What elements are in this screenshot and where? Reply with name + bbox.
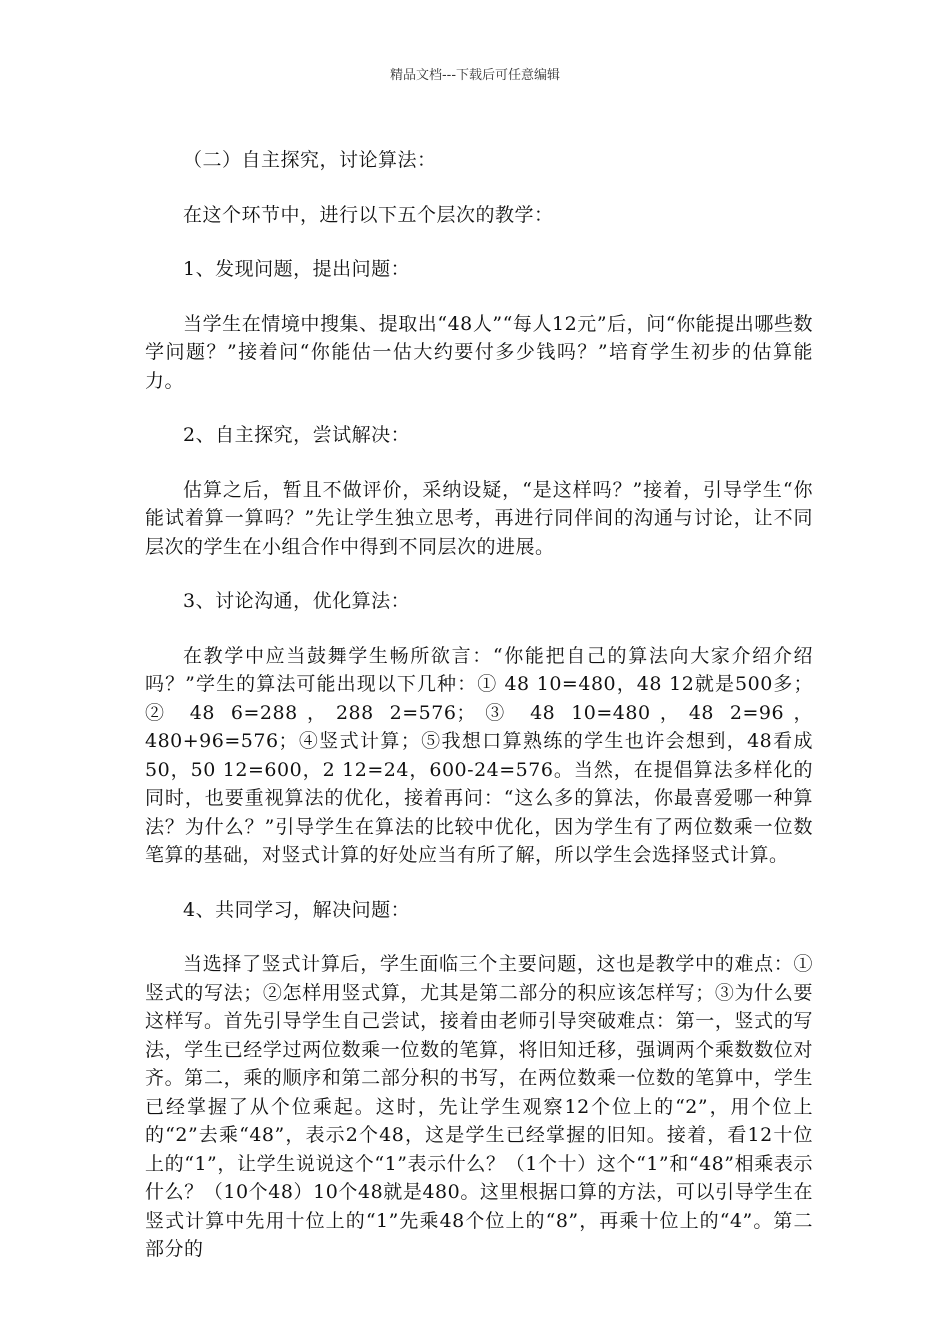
step-heading: 4、共同学习，解决问题： — [183, 898, 411, 921]
step-heading: 3、讨论沟通，优化算法： — [183, 590, 411, 612]
intro-paragraph: 在这个环节中，进行以下五个层次的教学： — [183, 203, 554, 226]
paragraph: 在教学中应当鼓舞学生畅所欲言：“你能把自己的算法向大家介绍介绍吗？”学生的算法可能出现以下几种：① 48 10=480，48 12就是500多；② 48 6=288，288 2=576；③ 48 10=480，48 2=96，480+96=576；④竖式计算；⑤我想口算熟练的学生也许会想到，48看成50，50 12=600，2 12=24，600-24=576。当然，在提倡算法多样化的同时，也要重视算法的优化，接着再问：“这么多的算法，你最喜爱哪一种算法？为什么？”引导学生在算法的比较中优化，因为学生有了两位数乘一位数笔算的基础，对竖式计算的好处应当有所了解，所以学生会选择竖式计算。 — [145, 644, 813, 866]
section-heading: （二）自主探究，讨论算法： — [183, 149, 437, 171]
paragraph: 当学生在情境中搜集、提取出“48人”“每人12元”后，问“你能提出哪些数学问题？”接着问“你能估一估大约要付多少钱吗？”培育学生初步的估算能力。 — [145, 312, 813, 392]
page-header: 精品文档---下载后可任意编辑 — [389, 68, 561, 83]
document-body — [145, 146, 813, 1290]
step-heading: 1、发现问题，提出问题： — [183, 258, 411, 280]
paragraph: 当选择了竖式计算后，学生面临三个主要问题，这也是教学中的难点：①竖式的写法；②怎样用竖式算，尤其是第二部分的积应该怎样写；③为什么要这样写。首先引导学生自己尝试，接着由老师引导突破难点：第一，竖式的写法，学生已经学过两位数乘一位数的笔算，将旧知迁移，强调两个乘数数位对齐。第二，乘的顺序和第二部分积的书写，在两位数乘一位数的笔算中，学生已经掌握了从个位乘起。这时，先让学生观察12个位上的“2”，用个位上的“2”去乘“48”，表示2个48，这是学生已经掌握的旧知。接着，看12十位上的“1”，让学生说说这个“1”表示什么？（1个十）这个“1”和“48”相乘表示什么？（10个48）10个48就是480。这里根据口算的方法，可以引导学生在竖式计算中先用十位上的“1”先乘48个位上的“8”，再乘十位上的“4”。第二部分的 — [145, 953, 813, 1260]
step-heading: 2、自主探究，尝试解决： — [183, 424, 411, 446]
paragraph: 估算之后，暂且不做评价，采纳设疑，“是这样吗？”接着，引导学生“你能试着算一算吗？”先让学生独立思考，再进行同伴间的沟通与讨论，让不同层次的学生在小组合作中得到不同层次的进展。 — [145, 478, 813, 558]
